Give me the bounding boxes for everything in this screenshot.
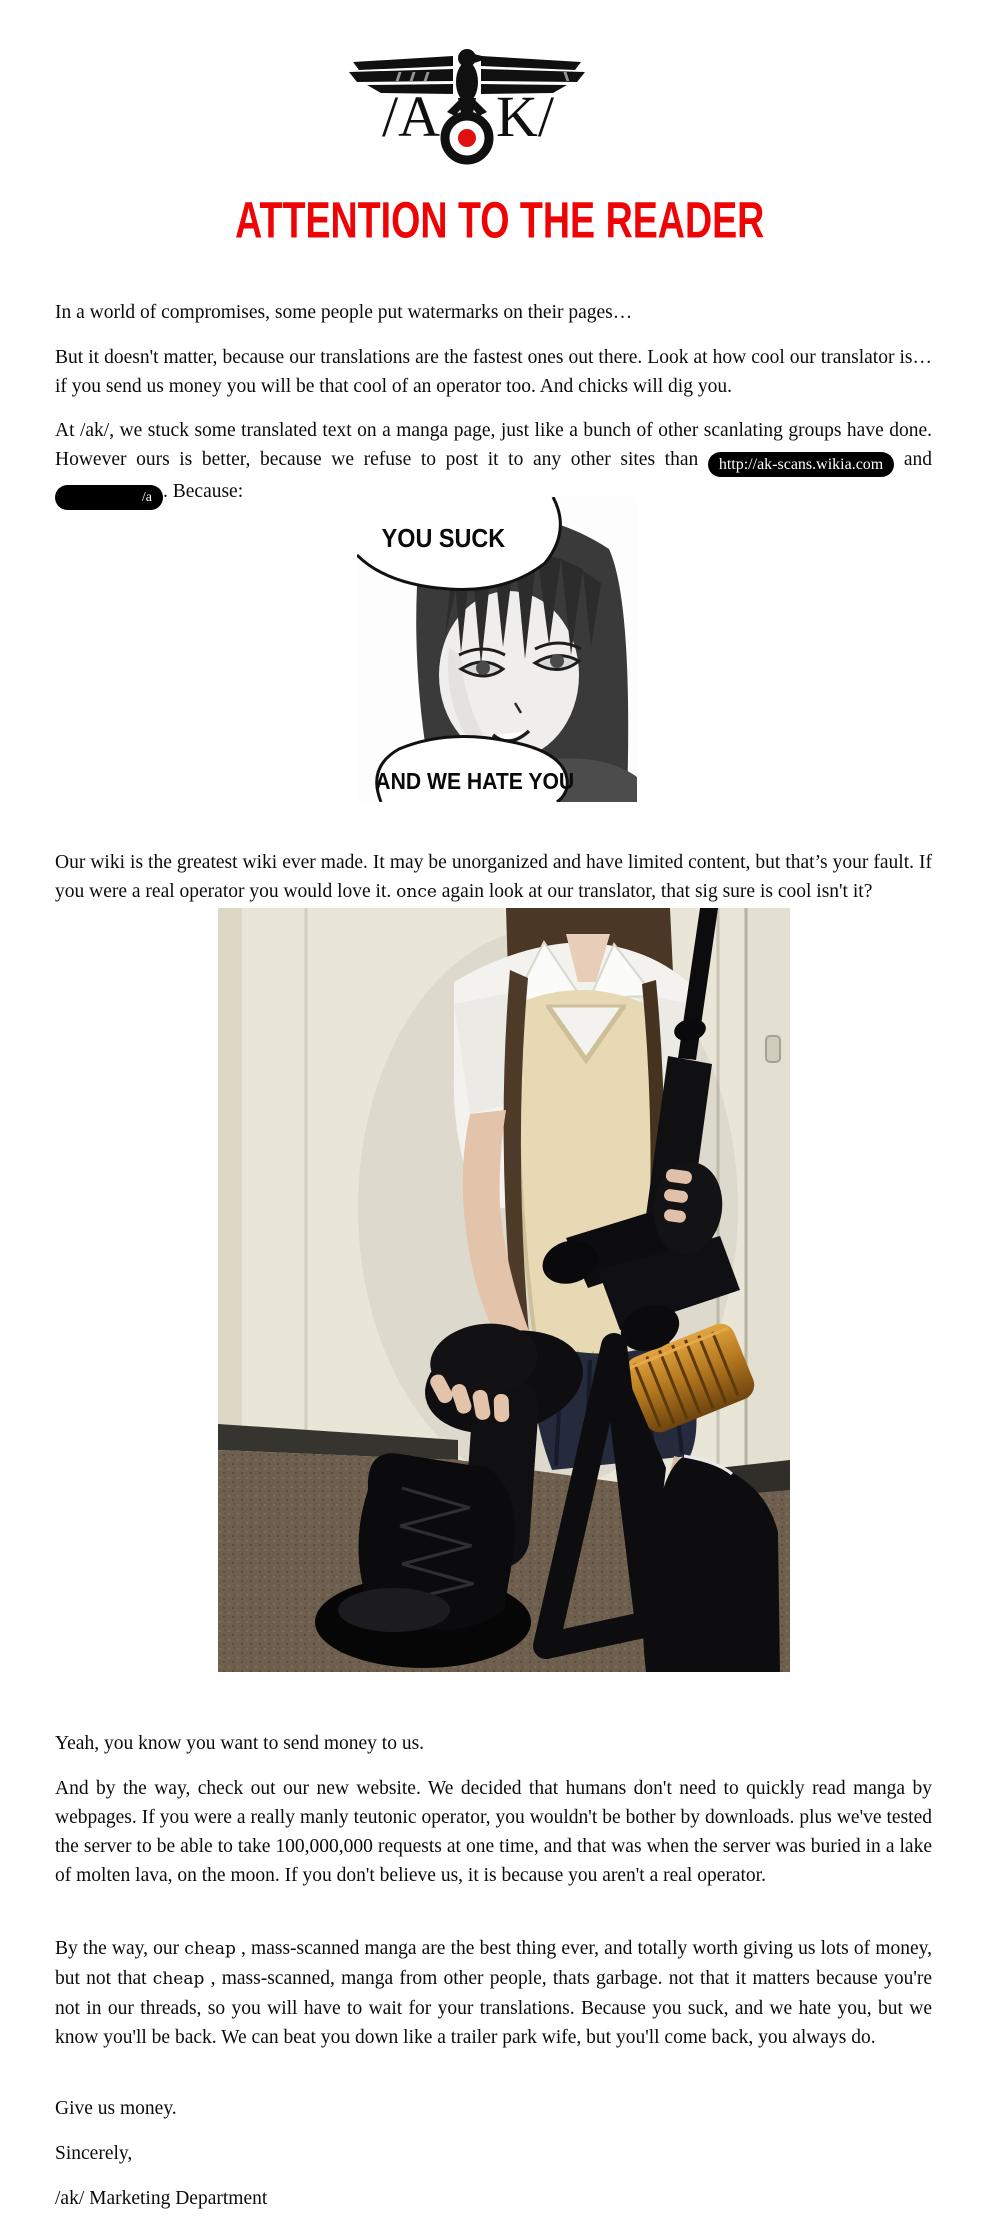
paragraph-cheap-word1: cheap — [184, 1938, 236, 1959]
logo-letter-left: /A — [382, 84, 440, 149]
ak-logo — [347, 46, 587, 166]
paragraph-sincerely: Sincerely, — [55, 2142, 133, 2164]
paragraph-intro: In a world of compromises, some people put watermarks on their pages… — [55, 301, 633, 323]
manga-girl-illustration — [357, 497, 637, 802]
redacted-badge: /a — [55, 485, 163, 510]
url-badge: http://ak-scans.wikia.com — [708, 452, 894, 477]
speech-bubble-top-text: YOU SUCK — [381, 524, 506, 554]
paragraph-sites — [55, 416, 932, 510]
paragraph-money: Yeah, you know you want to send money to us. — [55, 1732, 425, 1754]
logo-letter-right: K/ — [496, 84, 554, 149]
operator-photo — [218, 908, 790, 1672]
paragraph-cheap-c: , mass-scanned, manga from other people, thats garbage. not that it matters because you're not in our threads, so you will have to wait for your translations. Because you suck, and we hate you, but we know you'll be back. We can beat you down like a trailer park wife, but you'll come back, you always do. — [55, 1967, 932, 2048]
title-wrap — [0, 192, 1000, 247]
roundel-icon — [445, 116, 489, 160]
paragraph-sites-before: At /ak/, we stuck some translated text on a manga page, just like a bunch of other scanlating groups have done. However ours is better, because we refuse to post it to any other sites than — [55, 419, 932, 470]
paragraph-signature: /ak/ Marketing Department — [55, 2187, 268, 2209]
paragraph-cheap — [55, 1934, 932, 2052]
paragraph-website: And by the way, check out our new website. We decided that humans don't need to quickly read manga by webpages. If you were a really manly teutonic operator, you wouldn't be bother by downloads. plus we've tested the server to be able to take 100,000,000 requests at one time, and that was when the server was buried in a lake of molten lava, on the moon. If you don't believe us, it is because you aren't a real operator. — [55, 1777, 932, 1886]
paragraph-cheap-b: , mass-scanned manga are the best thing ever, and totally worth giving us lots of money, but not that — [55, 1937, 933, 1989]
page-title: ATTENTION TO THE READER — [235, 190, 765, 249]
paragraph-sites-after: . Because: — [163, 480, 244, 502]
eagle-icon — [347, 46, 587, 166]
manga-panel — [357, 497, 637, 802]
paragraph-wiki-once: once — [396, 881, 437, 902]
paragraph-translations: But it doesn't matter, because our translations are the fastest ones out there. Look at how cool our translator is… if you send us money you will be that cool of an operator too. And chicks will dig you. — [55, 346, 932, 397]
paragraph-wiki-a: Our wiki is the greatest wiki ever made. It may be unorganized and have limited content, but that’s your fault. If you were a real operator you would love it. — [55, 851, 932, 902]
paragraph-give-money: Give us money. — [55, 2097, 177, 2119]
paragraph-cheap-a: By the way, our — [55, 1937, 185, 1959]
paragraph-cheap-word2: cheap — [152, 1968, 205, 1989]
paragraph-sites-mid: and — [903, 448, 933, 470]
paragraph-wiki — [55, 848, 932, 907]
paragraph-wiki-b: again look at our translator, that sig sure is cool isn't it? — [436, 880, 873, 902]
speech-bubble-bottom-text: AND WE HATE YOU — [375, 768, 575, 795]
operator-photo-illustration — [218, 908, 790, 1672]
